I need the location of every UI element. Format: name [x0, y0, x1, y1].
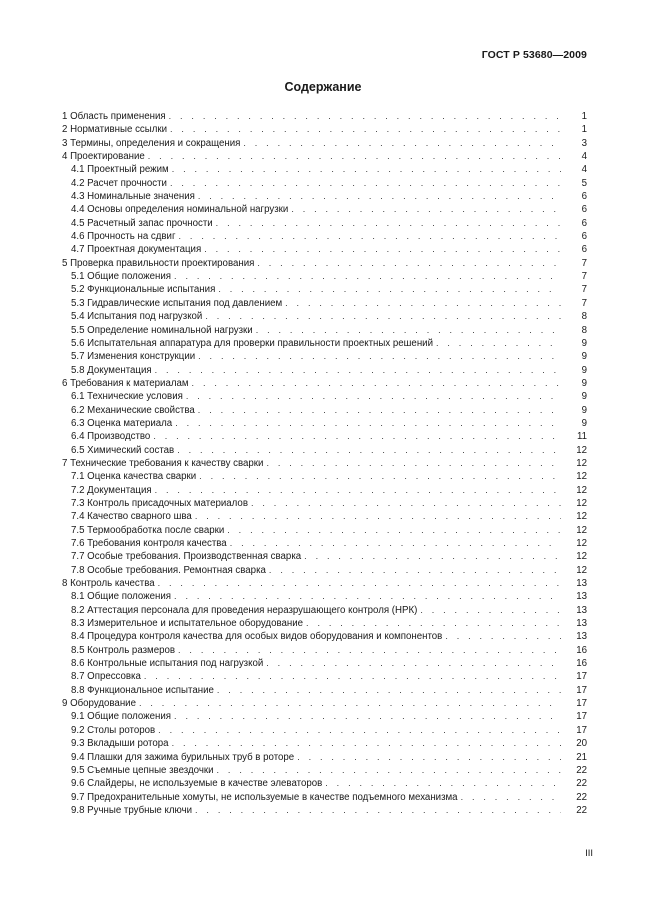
toc-entry-title: 7.6 Требования контроля качества: [71, 538, 227, 549]
toc-entry-page: 12: [576, 471, 587, 483]
dot-leader: [170, 177, 561, 190]
toc-entry-page: 9: [581, 377, 587, 389]
toc-entry[interactable]: [62, 710, 587, 723]
toc-entry-page: 13: [576, 578, 587, 590]
toc-entry-page: 6: [581, 231, 587, 243]
toc-entry-page: 8: [581, 311, 587, 323]
toc-entry-title: 5.2 Функциональные испытания: [71, 284, 216, 296]
dot-leader: [177, 444, 561, 457]
toc-entry[interactable]: [62, 163, 587, 176]
dot-leader: [155, 484, 561, 497]
toc-entry-title: 9 Оборудование: [62, 698, 136, 710]
toc-entry-page: 17: [576, 711, 587, 723]
toc-entry[interactable]: [62, 257, 587, 270]
toc-entry-title: 8.8 Функциональное испытание: [71, 684, 214, 696]
toc-entry[interactable]: [62, 684, 587, 697]
toc-entry[interactable]: [62, 457, 587, 470]
toc-entry[interactable]: [62, 764, 587, 777]
toc-entry-page: 12: [576, 551, 587, 563]
dot-leader: [445, 630, 561, 643]
toc-entry-page: 11: [576, 431, 587, 443]
toc-entry-title: 1 Область применения: [62, 111, 166, 122]
dot-leader: [172, 163, 561, 176]
dot-leader: [306, 617, 561, 630]
toc-entry-page: 20: [576, 738, 587, 750]
dot-leader: [205, 310, 561, 323]
toc-entry[interactable]: [62, 537, 587, 550]
toc-entry-title: 4.5 Расчетный запас прочности: [71, 217, 213, 229]
toc-entry[interactable]: [62, 470, 587, 483]
toc-entry[interactable]: [62, 484, 587, 497]
toc-entry-page: 12: [576, 444, 587, 456]
toc-entry[interactable]: [62, 230, 587, 243]
toc-entry-page: 13: [576, 618, 587, 630]
toc-entry-page: 7: [581, 271, 587, 283]
toc-entry-title: 4 Проектирование: [62, 151, 145, 163]
toc-entry-page: 7: [581, 284, 587, 296]
toc-entry-title: 2 Нормативные ссылки: [62, 124, 168, 136]
toc-entry-title: 8.1 Общие положения: [71, 591, 172, 603]
toc-entry-page: 5: [581, 177, 587, 189]
toc-entry[interactable]: [62, 617, 587, 630]
dot-leader: [217, 764, 561, 777]
toc-entry-title: 9.3 Вкладыши ротора: [71, 738, 169, 750]
toc-entry-title: 7.2 Документация: [71, 484, 152, 496]
toc-entry-page: 9: [581, 364, 587, 376]
toc-entry[interactable]: [62, 604, 587, 617]
dot-leader: [158, 577, 561, 590]
toc-entry-title: 7.8 Особые требования. Ремонтная сварка: [71, 564, 266, 576]
dot-leader: [304, 550, 561, 563]
toc-entry-title: 9.5 Съемные цепные звездочки: [71, 764, 214, 776]
dot-leader: [230, 537, 561, 550]
toc-entry[interactable]: [62, 217, 587, 230]
toc-entry-title: 6.4 Производство: [71, 431, 151, 443]
toc-entry[interactable]: [62, 190, 587, 203]
toc-entry-title: 9.7 Предохранительные хомуты, не используемые в качестве подъемного механизма: [71, 791, 458, 803]
toc-entry-title: 5.1 Общие положения: [71, 271, 172, 283]
toc-entry-page: 8: [581, 324, 587, 336]
dot-leader: [198, 190, 561, 203]
dot-leader: [199, 470, 561, 483]
toc-entry-title: 8.3 Измерительное и испытательное оборудование: [71, 618, 304, 630]
toc-entry[interactable]: [62, 644, 587, 657]
dot-leader: [204, 243, 561, 256]
toc-entry-page: 6: [581, 217, 587, 229]
dot-leader: [158, 724, 561, 737]
toc-entry-title: 3 Термины, определения и сокращения: [62, 137, 241, 149]
toc-entry[interactable]: [62, 377, 587, 390]
toc-entry[interactable]: [62, 524, 587, 537]
toc-entry-page: 4: [581, 151, 587, 163]
dot-leader: [148, 150, 561, 163]
toc-entry-title: 5 Проверка правильности проектирования: [62, 257, 255, 269]
toc-entry[interactable]: [62, 724, 587, 737]
toc-entry-title: 5.7 Изменения конструкции: [71, 351, 196, 363]
toc-entry[interactable]: [62, 697, 587, 710]
toc-entry-page: 17: [576, 698, 587, 710]
toc-entry-title: 9.2 Столы роторов: [71, 724, 156, 736]
toc-entry[interactable]: [62, 324, 587, 337]
toc-entry-title: 7.5 Термообработка после сварки: [71, 524, 225, 536]
toc-entry-page: 6: [581, 244, 587, 256]
toc-entry-title: 5.3 Гидравлические испытания под давлением: [71, 297, 283, 309]
toc-entry-title: 8 Контроль качества: [62, 578, 155, 590]
toc-entry-page: 13: [576, 591, 587, 603]
toc-entry-title: 5.8 Документация: [71, 364, 152, 376]
toc-entry-title: 6.5 Химический состав: [71, 444, 175, 456]
toc-entry[interactable]: [62, 404, 587, 417]
toc-entry[interactable]: [62, 550, 587, 563]
toc-entry-title: 4.4 Основы определения номинальной нагрузки: [71, 204, 289, 216]
toc-entry-title: 7.7 Особые требования. Производственная сварка: [71, 551, 302, 563]
dot-leader: [266, 457, 561, 470]
toc-entry[interactable]: [62, 270, 587, 283]
dot-leader: [179, 230, 561, 243]
toc-entry-title: 9.4 Плашки для зажима бурильных труб в роторе: [71, 751, 295, 763]
dot-leader: [251, 497, 561, 510]
toc-entry-title: 4.1 Проектный режим: [71, 164, 169, 176]
toc-entry[interactable]: [62, 751, 587, 764]
toc-entry-page: 7: [581, 297, 587, 309]
toc-entry-page: 6: [581, 204, 587, 216]
toc-entry-page: 9: [581, 337, 587, 349]
toc-entry-page: 17: [576, 671, 587, 683]
toc-entry-page: 12: [576, 497, 587, 509]
dot-leader: [243, 137, 561, 150]
toc-entry[interactable]: [62, 417, 587, 430]
toc-entry-page: 12: [576, 538, 587, 549]
toc-entry-page: 12: [576, 524, 587, 536]
toc-entry-page: 1: [581, 111, 587, 122]
dot-leader: [195, 804, 561, 817]
toc-entry-title: 7.4 Качество сварного шва: [71, 511, 192, 523]
toc-entry-title: 6.1 Технические условия: [71, 391, 183, 403]
dot-leader: [217, 684, 561, 697]
dot-leader: [227, 524, 561, 537]
dot-leader: [174, 590, 561, 603]
toc-entry-page: 12: [576, 484, 587, 496]
toc-entry-page: 17: [576, 724, 587, 736]
toc-entry-title: 9.1 Общие положения: [71, 711, 172, 723]
dot-leader: [174, 270, 561, 283]
toc-entry-title: 8.6 Контрольные испытания под нагрузкой: [71, 658, 264, 670]
dot-leader: [153, 430, 561, 443]
dot-leader: [175, 417, 561, 430]
toc-entry[interactable]: [62, 444, 587, 457]
dot-leader: [139, 697, 561, 710]
toc-entry-page: 22: [576, 778, 587, 790]
toc-entry-page: 13: [576, 631, 587, 643]
toc-entry[interactable]: [62, 564, 587, 577]
toc-entry[interactable]: [62, 577, 587, 590]
toc-entry[interactable]: [62, 657, 587, 670]
toc-entry-title: 5.4 Испытания под нагрузкой: [71, 311, 203, 323]
toc-entry-page: 21: [576, 751, 587, 763]
dot-leader: [144, 670, 561, 683]
toc-entry[interactable]: [62, 630, 587, 643]
toc-entry-title: 4.3 Номинальные значения: [71, 191, 195, 203]
dot-leader: [461, 791, 561, 804]
dot-leader: [198, 404, 561, 417]
dot-leader: [291, 203, 561, 216]
toc-entry[interactable]: [62, 283, 587, 296]
table-of-contents: [62, 110, 587, 817]
dot-leader: [257, 257, 561, 270]
toc-entry[interactable]: [62, 430, 587, 443]
toc-entry-page: 22: [576, 764, 587, 776]
toc-entry-page: 12: [576, 511, 587, 523]
toc-entry[interactable]: [62, 590, 587, 603]
dot-leader: [269, 564, 561, 577]
toc-entry[interactable]: [62, 297, 587, 310]
toc-entry[interactable]: [62, 337, 587, 350]
toc-entry-page: 17: [576, 684, 587, 696]
toc-entry[interactable]: [62, 670, 587, 683]
dot-leader: [174, 710, 561, 723]
toc-entry-title: 8.2 Аттестация персонала для проведения неразрушающего контроля (НРК): [71, 604, 418, 616]
toc-entry-page: 12: [576, 564, 587, 576]
toc-entry[interactable]: [62, 364, 587, 377]
toc-entry-page: 1: [581, 124, 587, 136]
toc-entry-title: 5.5 Определение номинальной нагрузки: [71, 324, 253, 336]
toc-entry[interactable]: [62, 737, 587, 750]
toc-entry[interactable]: [62, 791, 587, 804]
toc-entry-page: 22: [576, 791, 587, 803]
dot-leader: [155, 364, 561, 377]
toc-entry-title: 8.4 Процедура контроля качества для особых видов оборудования и компонентов: [71, 631, 443, 643]
toc-entry[interactable]: [62, 177, 587, 190]
toc-entry-page: 13: [576, 604, 587, 616]
dot-leader: [170, 123, 561, 136]
toc-entry-title: 7.1 Оценка качества сварки: [71, 471, 197, 483]
dot-leader: [192, 377, 561, 390]
dot-leader: [186, 390, 561, 403]
toc-entry-title: 5.6 Испытательная аппаратура для проверки правильности проектных решений: [71, 337, 433, 349]
toc-entry[interactable]: [62, 123, 587, 136]
dot-leader: [172, 737, 561, 750]
toc-entry[interactable]: [62, 390, 587, 403]
toc-entry-title: 4.7 Проектная документация: [71, 244, 202, 256]
toc-entry-title: 8.7 Опрессовка: [71, 671, 141, 683]
toc-entry-title: 9.8 Ручные трубные ключи: [71, 804, 193, 816]
dot-leader: [169, 110, 561, 123]
dot-leader: [256, 324, 561, 337]
dot-leader: [420, 604, 561, 617]
toc-title: Содержание: [284, 80, 362, 94]
document-code: ГОСТ Р 53680—2009: [481, 49, 587, 61]
toc-entry[interactable]: [62, 137, 587, 150]
toc-entry-page: 12: [576, 457, 587, 469]
dot-leader: [195, 510, 561, 523]
toc-entry-page: 9: [581, 404, 587, 416]
dot-leader: [266, 657, 561, 670]
toc-entry-page: 22: [576, 804, 587, 816]
toc-entry[interactable]: [62, 310, 587, 323]
page-number: III: [585, 848, 593, 859]
toc-entry-page: 4: [581, 164, 587, 176]
toc-entry[interactable]: [62, 350, 587, 363]
toc-entry-title: 6.3 Оценка материала: [71, 417, 173, 429]
dot-leader: [325, 777, 561, 790]
toc-entry[interactable]: [62, 110, 587, 123]
toc-entry-title: 6.2 Механические свойства: [71, 404, 195, 416]
toc-entry-title: 7 Технические требования к качеству сварки: [62, 457, 264, 469]
toc-entry[interactable]: [62, 497, 587, 510]
toc-entry-page: 9: [581, 417, 587, 429]
toc-entry-page: 7: [581, 257, 587, 269]
dot-leader: [216, 217, 561, 230]
toc-entry-page: 9: [581, 391, 587, 403]
toc-entry-page: 6: [581, 191, 587, 203]
dot-leader: [436, 337, 561, 350]
dot-leader: [198, 350, 561, 363]
toc-entry[interactable]: [62, 804, 587, 817]
toc-entry-title: 6 Требования к материалам: [62, 377, 189, 389]
toc-entry-page: 3: [581, 137, 587, 149]
toc-entry-title: 8.5 Контроль размеров: [71, 644, 176, 656]
dot-leader: [285, 297, 561, 310]
toc-entry-title: 9.6 Слайдеры, не используемые в качестве элеваторов: [71, 778, 323, 790]
dot-leader: [178, 644, 561, 657]
toc-entry-title: 7.3 Контроль присадочных материалов: [71, 497, 248, 509]
toc-entry-page: 9: [581, 351, 587, 363]
toc-entry[interactable]: [62, 777, 587, 790]
toc-entry-title: 4.6 Прочность на сдвиг: [71, 231, 176, 243]
toc-entry-title: 4.2 Расчет прочности: [71, 177, 167, 189]
dot-leader: [297, 751, 561, 764]
toc-entry-page: 16: [576, 644, 587, 656]
toc-entry[interactable]: [62, 510, 587, 523]
dot-leader: [218, 283, 561, 296]
toc-entry[interactable]: [62, 203, 587, 216]
toc-entry[interactable]: [62, 243, 587, 256]
toc-entry-page: 16: [576, 658, 587, 670]
toc-entry[interactable]: [62, 150, 587, 163]
